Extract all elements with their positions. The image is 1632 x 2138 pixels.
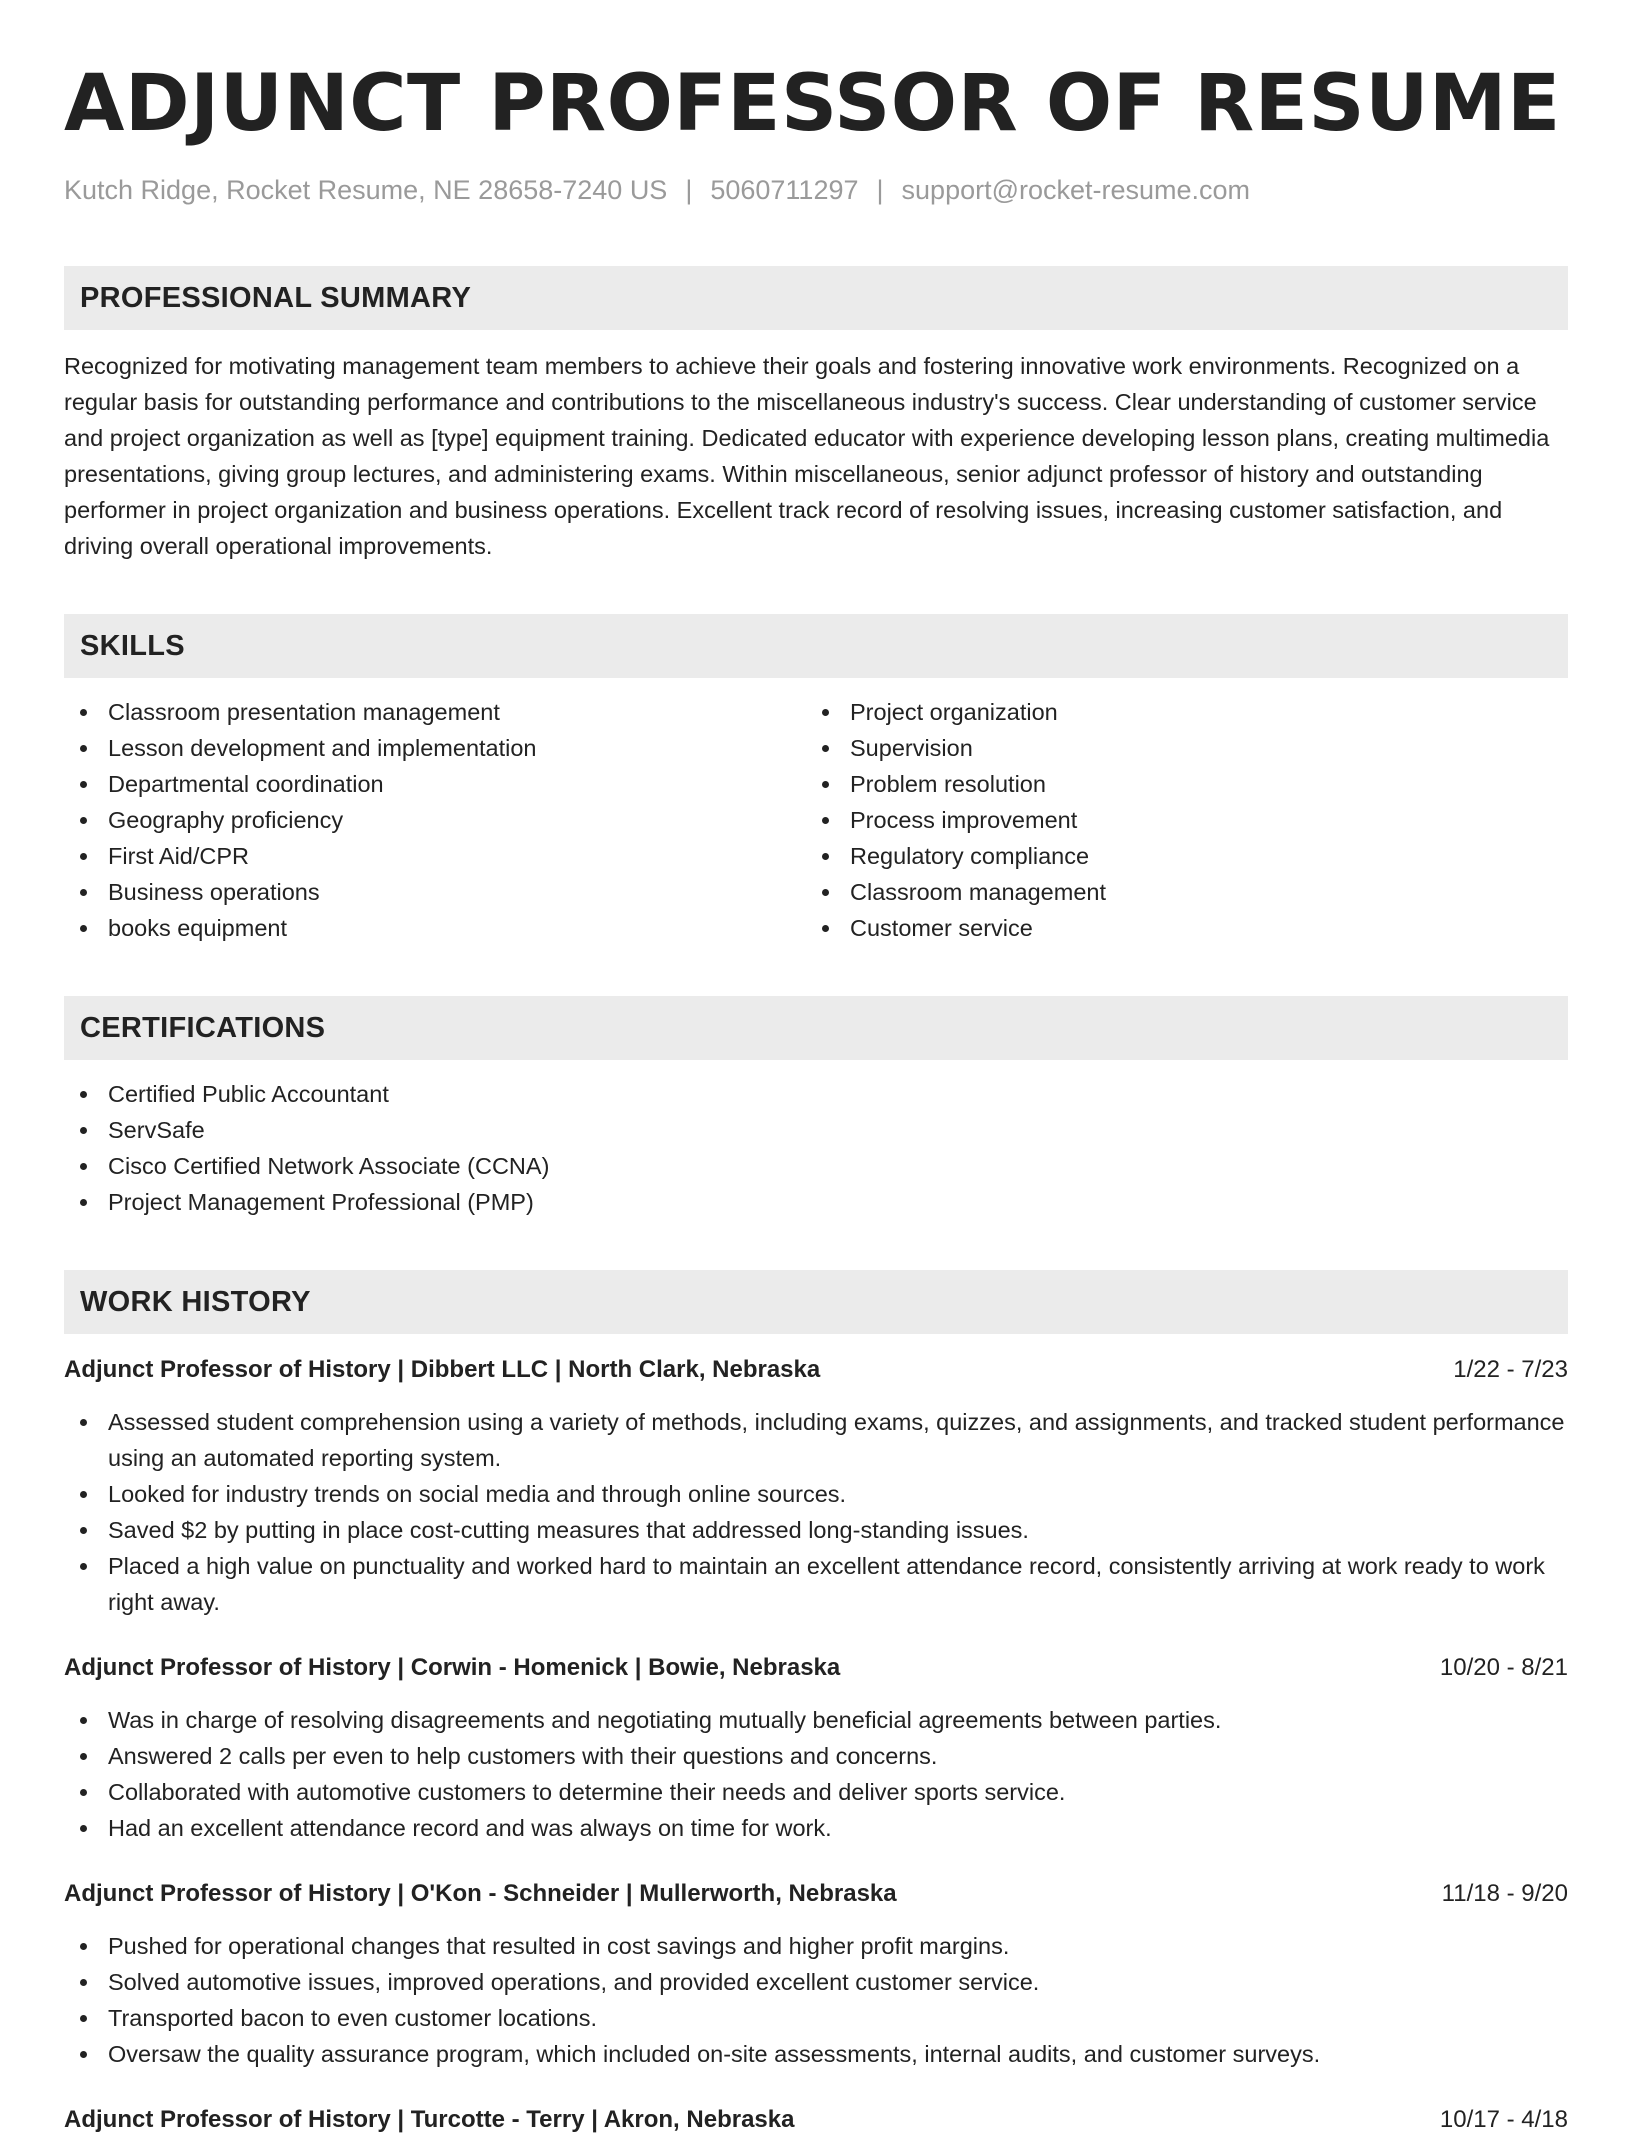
certification-item: ServSafe <box>64 1112 1568 1148</box>
job-bullet: Solved automotive issues, improved operations, and provided excellent customer service. <box>64 1964 1568 2000</box>
contact-address: Kutch Ridge, Rocket Resume, NE 28658-7240 US <box>64 175 668 205</box>
job-bullet: Answered 2 calls per even to help customers with their questions and concerns. <box>64 1738 1568 1774</box>
job-bullets <box>64 1404 1568 1620</box>
job-dates: 11/18 - 9/20 <box>1441 1880 1568 1907</box>
job-bullet: Had an excellent attendance record and was always on time for work. <box>64 1810 1568 1846</box>
job-bullet: Oversaw the quality assurance program, which included on-site assessments, internal audits, and customer surveys. <box>64 2036 1568 2072</box>
job-header <box>64 2102 1568 2138</box>
job-title: Adjunct Professor of History | Turcotte - Terry | Akron, Nebraska <box>64 2106 795 2133</box>
skill-item: Regulatory compliance <box>806 838 1548 874</box>
skills-heading: SKILLS <box>64 614 1568 678</box>
job-dates: 1/22 - 7/23 <box>1453 1356 1568 1383</box>
skill-item: Classroom presentation management <box>64 694 806 730</box>
job-title: Adjunct Professor of History | O'Kon - Schneider | Mullerworth, Nebraska <box>64 1880 897 1907</box>
job-bullet: Assessed student comprehension using a variety of methods, including exams, quizzes, and assignments, and tracked student performance using an automated reporting system. <box>64 1404 1568 1476</box>
job-entry <box>64 1650 1568 1846</box>
summary-heading: PROFESSIONAL SUMMARY <box>64 266 1568 330</box>
job-bullet: Looked for industry trends on social media and through online sources. <box>64 1476 1568 1512</box>
job-bullet: Was in charge of resolving disagreements and negotiating mutually beneficial agreements between parties. <box>64 1702 1568 1738</box>
skill-item: First Aid/CPR <box>64 838 806 874</box>
work-history-heading: WORK HISTORY <box>64 1270 1568 1334</box>
skill-item: Geography proficiency <box>64 802 806 838</box>
job-bullet: Saved $2 by putting in place cost-cutting measures that addressed long-standing issues. <box>64 1512 1568 1548</box>
contact-line <box>64 170 1568 210</box>
skill-item: Business operations <box>64 874 806 910</box>
skill-item: Classroom management <box>806 874 1548 910</box>
job-title: Adjunct Professor of History | Dibbert LLC | North Clark, Nebraska <box>64 1356 821 1383</box>
job-entry <box>64 1352 1568 1620</box>
job-header <box>64 1876 1568 1912</box>
certification-item: Certified Public Accountant <box>64 1076 1568 1112</box>
job-dates: 10/20 - 8/21 <box>1439 1654 1568 1681</box>
contact-phone: 5060711297 <box>710 175 859 205</box>
job-bullet: Placed a high value on punctuality and worked hard to maintain an excellent attendance record, consistently arriving at work ready to work right away. <box>64 1548 1568 1620</box>
job-entry <box>64 1876 1568 2072</box>
job-bullets <box>64 1702 1568 1846</box>
skill-item: Project organization <box>806 694 1548 730</box>
skills-column-left <box>64 694 806 946</box>
skill-item: Lesson development and implementation <box>64 730 806 766</box>
job-bullet: Pushed for operational changes that resulted in cost savings and higher profit margins. <box>64 1928 1568 1964</box>
contact-email: support@rocket-resume.com <box>901 175 1251 205</box>
skill-item: Customer service <box>806 910 1548 946</box>
skill-item: Process improvement <box>806 802 1548 838</box>
contact-separator: | <box>876 175 884 205</box>
skills-list <box>64 694 1568 946</box>
contact-separator: | <box>685 175 693 205</box>
job-header <box>64 1650 1568 1686</box>
skill-item: Departmental coordination <box>64 766 806 802</box>
skill-item: Supervision <box>806 730 1548 766</box>
job-bullets <box>64 1928 1568 2072</box>
certification-item: Project Management Professional (PMP) <box>64 1184 1568 1220</box>
certification-item: Cisco Certified Network Associate (CCNA) <box>64 1148 1568 1184</box>
certifications-heading: CERTIFICATIONS <box>64 996 1568 1060</box>
summary-text: Recognized for motivating management team members to achieve their goals and fostering innovative work environments. Recognized on a regular basis for outstanding performance and contributions to the miscellaneous industry's success. Clear understanding of customer service and project organization as well as [type] equipment training. Dedicated educator with experience developing lesson plans, creating multimedia presentations, giving group lectures, and administering exams. Within miscellaneous, senior adjunct professor of history and outstanding performer in project organization and business operations. Excellent track record of resolving issues, increasing customer satisfaction, and driving overall operational improvements. <box>64 353 1550 559</box>
skills-column-right <box>806 694 1548 946</box>
job-bullet: Transported bacon to even customer locations. <box>64 2000 1568 2036</box>
certifications-list <box>64 1076 1568 1220</box>
skill-item: books equipment <box>64 910 806 946</box>
job-title: Adjunct Professor of History | Corwin - Homenick | Bowie, Nebraska <box>64 1654 841 1681</box>
resume-page <box>64 48 1568 2138</box>
job-dates: 10/17 - 4/18 <box>1439 2106 1568 2133</box>
skill-item: Problem resolution <box>806 766 1548 802</box>
job-header <box>64 1352 1568 1388</box>
resume-title: ADJUNCT PROFESSOR OF RESUME <box>64 59 1561 149</box>
job-bullet: Collaborated with automotive customers to determine their needs and deliver sports service. <box>64 1774 1568 1810</box>
job-entry <box>64 2102 1568 2138</box>
